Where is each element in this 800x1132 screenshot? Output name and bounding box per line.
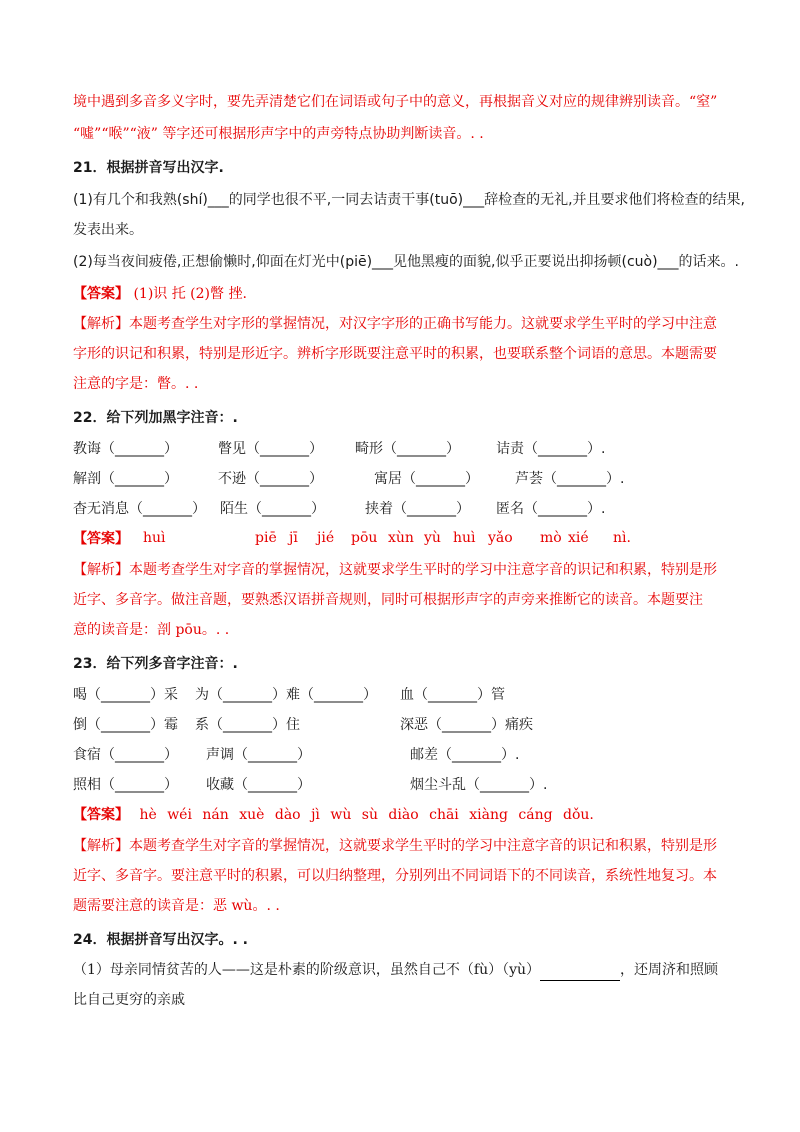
answer-blank bbox=[540, 960, 620, 981]
q24-title: 24．根据拼音写出汉字。. . bbox=[73, 932, 248, 948]
q22-answer-item: xùn bbox=[388, 530, 414, 546]
q22-item: 寓居（_______） bbox=[374, 471, 479, 487]
answer-text: hè wéi nán xuè dào jì wù sù diào chāi xiàng cáng dǒu. bbox=[129, 807, 594, 823]
q21-answer bbox=[73, 284, 247, 304]
q22-analysis-3: 意的读音是：剖 pōu。. . bbox=[73, 622, 230, 638]
q22-analysis-1: 【解析】本题考查学生对字音的掌握情况，这就要求学生平时的学习中注意字音的识记和积累，特别是形 bbox=[73, 562, 717, 578]
q22-item: 挟着（_______） bbox=[365, 501, 470, 517]
q22-item: 瞥见（_______） bbox=[218, 441, 323, 457]
q22-item: 杳无消息（_______） bbox=[73, 501, 206, 517]
q21-part1-line2: 发表出来。 bbox=[73, 222, 143, 238]
q22-analysis-2: 近字、多音字。做注音题，要熟悉汉语拼音规则，同时可根据形声字的声旁来推断它的读音。本题要注 bbox=[73, 592, 703, 608]
q23-item: 为（_______）难（_______） bbox=[195, 687, 377, 703]
q23-analysis-3: 题需要注意的读音是：恶 wù。. . bbox=[73, 898, 280, 914]
q22-answer-item: xié bbox=[568, 530, 589, 546]
q23-title: 23．给下列多音字注音：. bbox=[73, 656, 238, 672]
q22-item: 匿名（_______）. bbox=[496, 501, 606, 517]
answer-text: (1)识 托 (2)瞥 挫. bbox=[129, 286, 247, 302]
q23-item: 喝（_______）采 bbox=[73, 687, 178, 703]
answer-label: 【答案】 bbox=[73, 807, 129, 823]
q24-text-before: （1）母亲同情贫苦的人——这是朴素的阶级意识，虽然自己不（fù）（yù） bbox=[73, 962, 541, 978]
q22-item: 教诲（_______） bbox=[73, 441, 178, 457]
q22-item: 陌生（_______） bbox=[220, 501, 325, 517]
q22-item: 芦荟（_______）. bbox=[515, 471, 625, 487]
q23-analysis-1: 【解析】本题考查学生对字音的掌握情况，这就要求学生平时的学习中注意字音的识记和积累，特别是形 bbox=[73, 838, 717, 854]
q23-item: 系（_______）住 bbox=[195, 717, 300, 733]
q22-answer-item: jī bbox=[289, 530, 298, 546]
q23-item: 收藏（_______） bbox=[206, 777, 311, 793]
q22-item: 解剖（_______） bbox=[73, 471, 178, 487]
q22-answer-item: nì. bbox=[613, 530, 631, 546]
q23-item: 邮差（_______）. bbox=[410, 747, 520, 763]
q23-item: 食宿（_______） bbox=[73, 747, 178, 763]
q24-part1-line2: 比自己更穷的亲戚 bbox=[73, 992, 185, 1008]
q22-answer-item: jié bbox=[317, 530, 335, 546]
q23-item: 照相（_______） bbox=[73, 777, 178, 793]
q22-answer-item: pōu bbox=[351, 530, 378, 546]
q22-item: 不逊（_______） bbox=[218, 471, 323, 487]
q21-part1-line1: (1)有几个和我熟(shí)___的同学也很不平,一同去诘责干事(tuō)___辞检查的无礼,并且要求他们将检查的结果, bbox=[73, 192, 746, 208]
answer-label: 【答案】 bbox=[73, 531, 129, 547]
q21-analysis-1: 【解析】本题考查学生对字形的掌握情况，对汉字字形的正确书写能力。这就要求学生平时的学习中注意 bbox=[73, 316, 717, 332]
q24-text-after: ，还周济和照顾 bbox=[620, 962, 719, 978]
q24-part1-line1 bbox=[73, 960, 718, 981]
q22-answer-item: huì bbox=[453, 530, 476, 546]
q22-answer-item: yù bbox=[424, 530, 441, 546]
q23-item: 倒（_______）霉 bbox=[73, 717, 178, 733]
q22-answer-item: mò bbox=[540, 530, 562, 546]
q21-title: 21．根据拼音写出汉字. bbox=[73, 160, 224, 176]
q21-analysis-2: 字形的识记和积累，特别是形近字。辨析字形既要注意平时的积累，也要联系整个词语的意思。本题需要 bbox=[73, 346, 717, 362]
q22-answer-item: yǎo bbox=[488, 530, 513, 546]
answer-label: 【答案】 bbox=[73, 286, 129, 302]
q23-analysis-2: 近字、多音字。要注意平时的积累，可以归纳整理，分别列出不同词语下的不同读音，系统性地复习。本 bbox=[73, 868, 717, 884]
q21-part2: (2)每当夜间疲倦,正想偷懒时,仰面在灯光中(piē)___见他黑瘦的面貌,似乎正要说出抑扬顿(cuò)___的话来。. bbox=[73, 254, 740, 270]
q22-title: 22．给下列加黑字注音：. bbox=[73, 410, 238, 426]
q22-answer bbox=[73, 529, 129, 549]
q22-answer-item: huì bbox=[143, 530, 166, 546]
q22-item: 畸形（_______） bbox=[355, 441, 460, 457]
q21-analysis-3: 注意的字是：瞥。. . bbox=[73, 376, 199, 392]
q23-item: 声调（_______） bbox=[206, 747, 311, 763]
intro-line-1: 境中遇到多音多义字时，要先弄清楚它们在词语或句子中的意义，再根据音义对应的规律辨别读音。“窒” bbox=[73, 94, 718, 110]
q22-item: 诘责（_______）. bbox=[496, 441, 606, 457]
intro-line-2: “噓”“喉”“液” 等字还可根据形声字中的声旁特点协助判断读音。. . bbox=[73, 126, 484, 142]
q23-item: 深恶（_______）痛疾 bbox=[400, 717, 533, 733]
q22-answer-item: piē bbox=[255, 530, 277, 546]
q23-item: 烟尘斗乱（_______）. bbox=[410, 777, 548, 793]
q23-answer bbox=[73, 805, 594, 825]
q23-item: 血（_______）管 bbox=[400, 687, 505, 703]
